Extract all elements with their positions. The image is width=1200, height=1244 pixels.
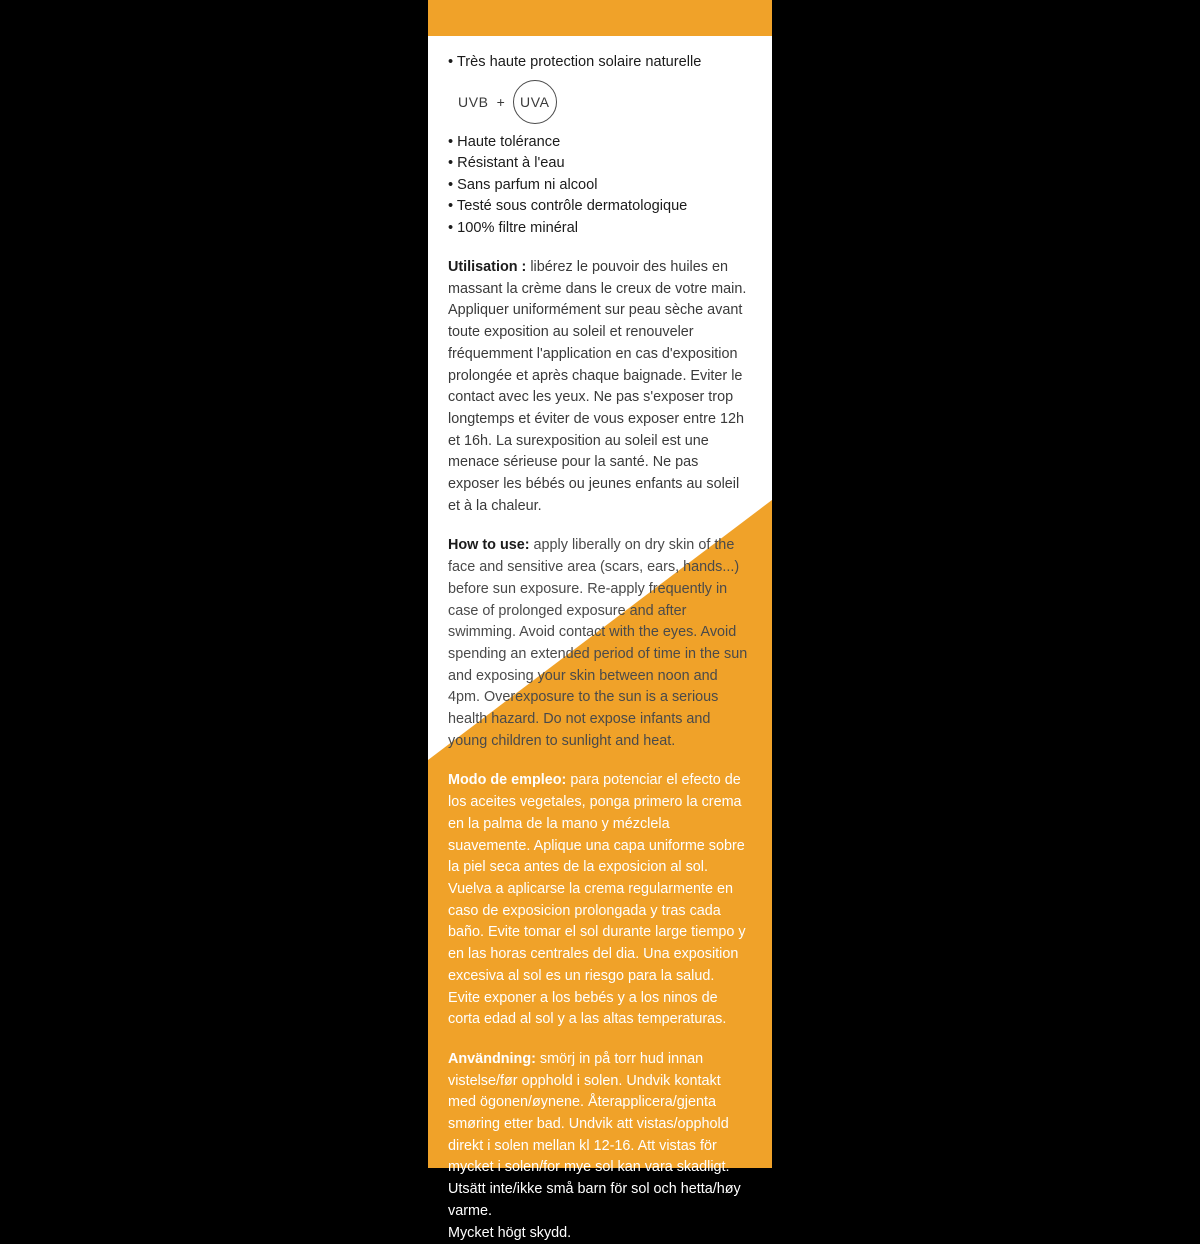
usage-body-sv: smörj in på torr hud innan vistelse/før opphold i solen. Undvik kontakt med ögonen/øynene. Återapplicera/gjenta smøring etter bad. Undvik att vistas/opphold direkt i solen mellan kl 12-16. Att vistas för mycket i solen/for mye sol kan vara skadligt. Utsätt inte/ikke små barn för sol och hetta/høy varme. — [448, 1050, 741, 1219]
usage-section-fr — [448, 257, 750, 517]
usage-lead-en: How to use: — [448, 537, 530, 554]
claim-item: • Testé sous contrôle dermatologique — [448, 196, 750, 218]
primary-claims-list — [448, 52, 750, 74]
usage-footnote-sv: Mycket högt skydd. — [448, 1224, 572, 1241]
usage-lead-es: Modo de empleo: — [448, 772, 567, 789]
claim-item: • Résistant à l'eau — [448, 153, 750, 175]
usage-paragraph-sv — [448, 1049, 750, 1223]
uvb-label: UVB — [458, 93, 489, 110]
usage-section-es — [448, 770, 750, 1030]
usage-body-es: para potenciar el efecto de los aceites vegetales, ponga primero la crema en la palma de la mano y mézclela suavemente. Aplique una capa uniforme sobre la piel seca antes de la exposicion al sol. Vuelva a aplicarse la crema regularmente en caso de exposicion prolongada y tras cada baño. Evite tomar el sol durante large tiempo y en las horas centrales del dia. Una exposition excesiva al sol es un riesgo para la salud. Evite exponer a los bebés y a los ninos de corta edad al sol y a las altas temperaturas. — [448, 772, 746, 1028]
usage-lead-sv: Användning: — [448, 1050, 536, 1067]
claim-item: • 100% filtre minéral — [448, 218, 750, 240]
usage-paragraph-en — [448, 535, 750, 752]
usage-section-en — [448, 535, 750, 752]
usage-body-fr: libérez le pouvoir des huiles en massant la crème dans le creux de votre main. Appliquer uniformément sur peau sèche avant toute exposition au soleil et renouveler fréquemment l'application en cas d'exposition prolongée et après chaque baignade. Eviter le contact avec les yeux. Ne pas s'exposer trop longtemps et éviter de vous exposer entre 12h et 16h. La surexposition au soleil est une menace sérieuse pour la santé. Ne pas exposer les bébés ou jeunes enfants au soleil et à la chaleur. — [448, 259, 747, 514]
claim-item: • Sans parfum ni alcool — [448, 175, 750, 197]
plus-icon: + — [496, 93, 505, 110]
label-content — [428, 0, 772, 1241]
claim-item: • Haute tolérance — [448, 132, 750, 154]
claim-item: • Très haute protection solaire naturelle — [448, 52, 750, 74]
secondary-claims-list — [448, 132, 750, 240]
usage-paragraph-fr — [448, 257, 750, 517]
usage-paragraph-es — [448, 770, 750, 1030]
uv-protection-badge — [458, 76, 750, 128]
uva-circle-label: UVA — [513, 80, 557, 124]
usage-section-sv — [448, 1049, 750, 1244]
usage-body-en: apply liberally on dry skin of the face and sensitive area (scars, ears, hands...) before sun exposure. Re-apply frequently in case of prolonged exposure and after swimming. Avoid contact with the eyes. Avoid spending an extended period of time in the sun and exposing your skin between noon and 4pm. Overexposure to the sun is a serious health hazard. Do not expose infants and young children to sunlight and heat. — [448, 537, 748, 749]
package-panel — [428, 0, 772, 1241]
usage-lead-fr: Utilisation : — [448, 259, 527, 275]
